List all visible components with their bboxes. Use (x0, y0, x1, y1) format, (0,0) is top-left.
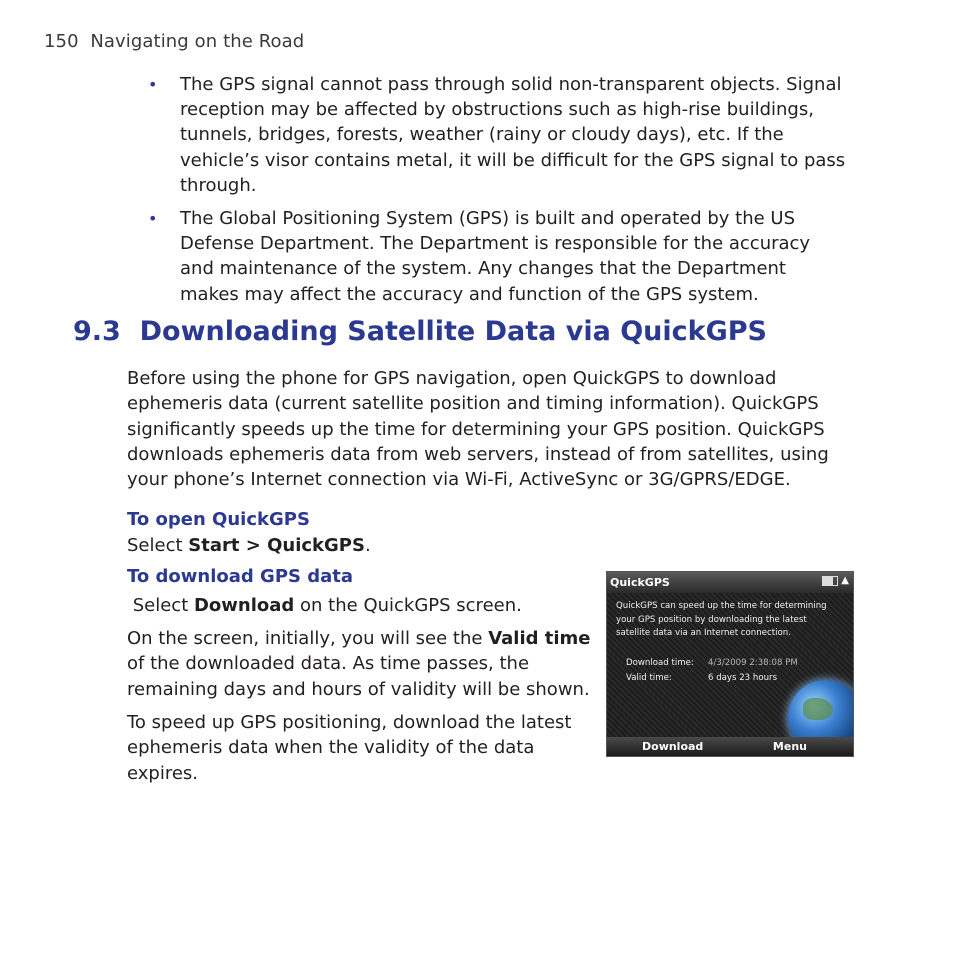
instruction-text: Select (127, 535, 189, 556)
section-title: 9.3 Downloading Satellite Data via QuickGPS (73, 316, 767, 347)
start-menu-term: Start (188, 535, 240, 556)
bullet-text: The Global Positioning System (GPS) is built and operated by the US Defense Department. The Department is responsible for the accuracy and maintenance of the system. Any changes that the Department makes may affect the accuracy and function of the GPS system. (180, 208, 811, 305)
open-quickgps-instruction (127, 533, 371, 558)
status-icons (822, 575, 849, 587)
download-time-row (626, 658, 798, 668)
section-intro: Before using the phone for GPS navigation, open QuickGPS to download ephemeris data (current satellite position and timing information). QuickGPS significantly speeds up the time for determining your GPS position. QuickGPS downloads ephemeris data from web servers, instead of from satellites, using your phone’s Internet connection via Wi-Fi, ActiveSync or 3G/GPRS/EDGE. (127, 368, 829, 491)
valid-time-paragraph (127, 626, 597, 702)
paragraph-text: On the screen, initially, you will see the (127, 628, 489, 649)
quickgps-term: QuickGPS (267, 535, 365, 556)
download-gps-instruction (127, 593, 522, 618)
valid-time-row (626, 673, 777, 683)
bullet-item (148, 72, 848, 198)
download-time-label: Download time: (626, 658, 694, 668)
screenshot-message: QuickGPS can speed up the time for determining your GPS position by downloading the latest satellite data via an Internet connection. (616, 601, 827, 638)
bullet-list (148, 72, 848, 315)
screenshot-title-bar (607, 572, 853, 593)
valid-time-value: 6 days 23 hours (708, 673, 778, 683)
instruction-text: on the QuickGPS screen. (294, 595, 522, 616)
bullet-text: The GPS signal cannot pass through solid non-transparent objects. Signal reception may be affected by obstructions such as high-rise buildings, tunnels, bridges, forests, weather (rainy or cloudy days), etc. If the vehicle’s visor contains metal, it will be difficult for the GPS signal to pass through. (180, 74, 846, 196)
bullet-dot: • (148, 209, 158, 229)
menu-softkey[interactable]: Menu (772, 740, 807, 753)
signal-icon: ▲ (841, 575, 849, 586)
softkey-bar (607, 737, 853, 756)
download-softkey[interactable]: Download (642, 740, 704, 753)
menu-separator: > (239, 535, 268, 556)
battery-icon (822, 576, 838, 586)
screenshot-title: QuickGPS (610, 576, 670, 589)
page-header (44, 31, 304, 52)
bullet-item (148, 206, 848, 307)
download-time-value: 4/3/2009 2:38:08 PM (708, 658, 798, 668)
instruction-text: . (364, 535, 371, 556)
chapter-title: Navigating on the Road (90, 31, 305, 52)
open-quickgps-heading: To open QuickGPS (127, 509, 310, 530)
page-number: 150 (44, 31, 79, 52)
quickgps-screenshot (606, 571, 854, 757)
paragraph-text: of the downloaded data. As time passes, the remaining days and hours of validity will be shown. (127, 653, 590, 700)
speed-paragraph: To speed up GPS positioning, download the latest ephemeris data when the validity of the data expires. (127, 712, 572, 784)
download-gps-heading: To download GPS data (127, 566, 354, 587)
valid-time-term: Valid time (488, 628, 591, 649)
instruction-text: Select (127, 595, 194, 616)
valid-time-label: Valid time: (626, 673, 672, 683)
bullet-dot: • (148, 75, 158, 94)
download-term: Download (193, 595, 295, 616)
